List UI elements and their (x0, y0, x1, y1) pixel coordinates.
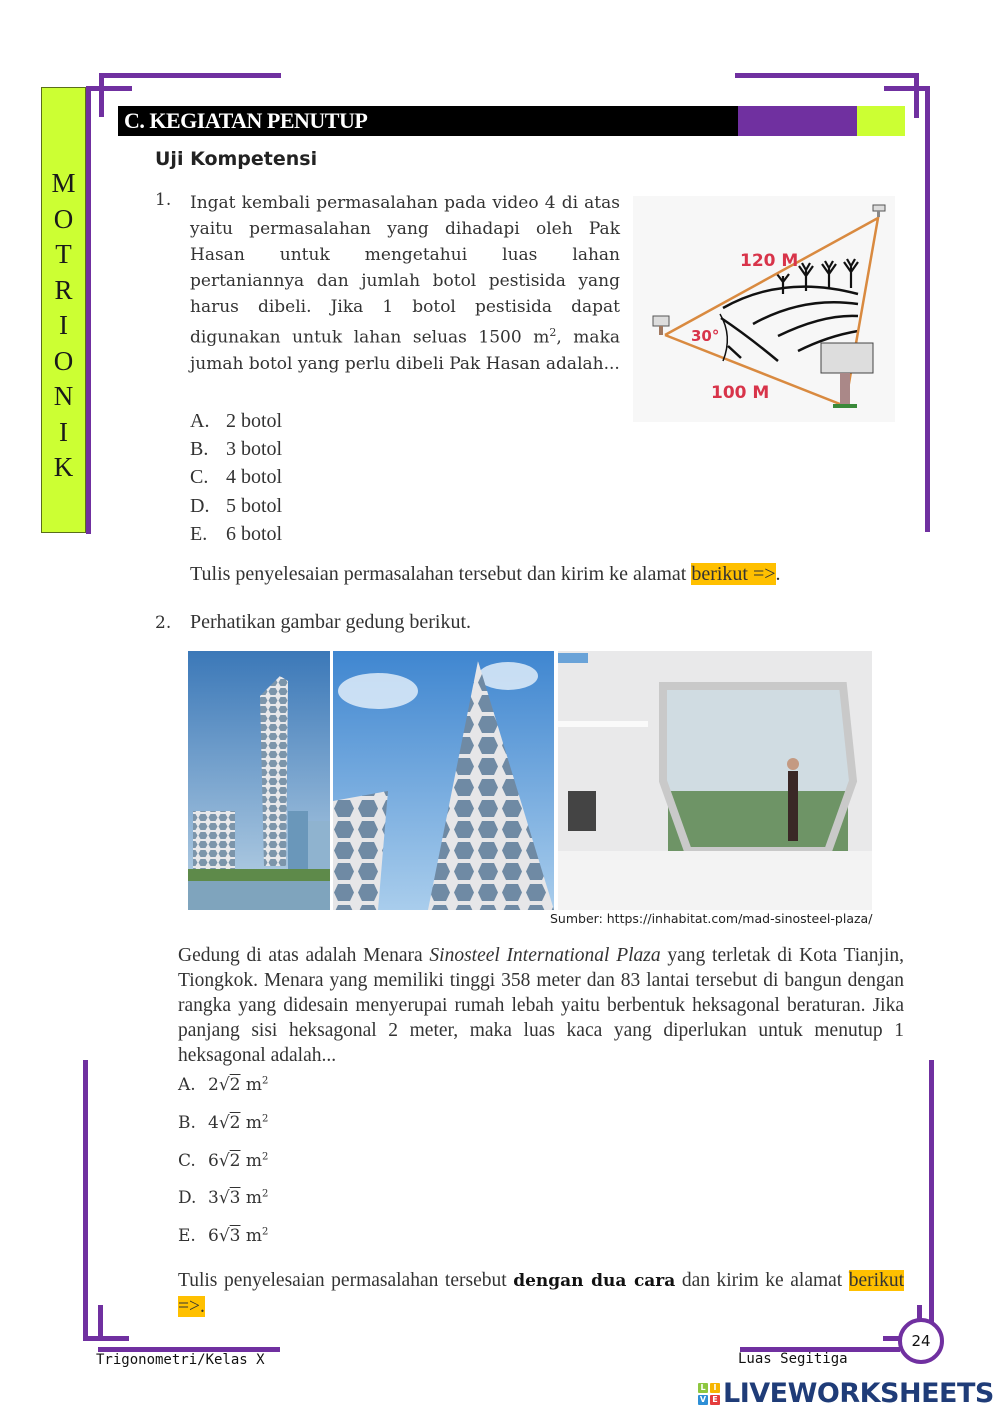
option-radicand: 3 (229, 1188, 241, 1208)
q1-option-b[interactable] (190, 438, 282, 461)
option-coef: 6 (208, 1226, 219, 1246)
option-letter: D. (178, 1188, 197, 1208)
option-radicand: 2 (229, 1113, 241, 1133)
submit-link-q2[interactable]: berikut =>. (178, 1270, 904, 1317)
frame-line-top-right-long (735, 73, 918, 78)
subtitle: Uji Kompetensi (155, 148, 318, 170)
option-letter: D. (190, 495, 210, 517)
option-letter: E. (190, 523, 208, 545)
option-letter: B. (178, 1113, 196, 1133)
question-2-intro: Perhatikan gambar gedung berikut. (190, 611, 472, 633)
option-letter: C. (178, 1151, 196, 1171)
q2-text-part: Gedung di atas adalah Menara (178, 945, 430, 966)
q2-option-a[interactable] (178, 1075, 268, 1095)
q2-option-c[interactable] (178, 1151, 268, 1171)
q1-sup: 2 (549, 326, 557, 339)
logo-tile: V (699, 1394, 707, 1404)
side-letter: I (59, 310, 68, 340)
frame-line-left-vert (86, 86, 91, 534)
photo-tower-closeup (333, 651, 554, 910)
photo-interior-hexagon-window (558, 651, 872, 910)
option-coef: 4 (208, 1113, 219, 1133)
building-photos (188, 651, 872, 910)
header-purple-block (738, 106, 857, 136)
question-2-text (178, 943, 904, 1068)
side-letter: T (55, 239, 72, 269)
instruction-text: Tulis penyelesaian permasalahan tersebut (178, 1270, 514, 1291)
logo-tile: I (710, 1383, 720, 1393)
option-letter: A. (190, 410, 210, 432)
q1-option-e[interactable] (190, 523, 282, 546)
frame-line-bottom-left-short (83, 1336, 129, 1341)
option-text: 2 botol (226, 410, 283, 432)
question-1-number: 1. (155, 190, 172, 210)
instruction-text: Tulis penyelesaian permasalahan tersebut dan kirim ke alamat (190, 563, 692, 585)
frame-line-right-vert (925, 86, 930, 532)
sqrt-symbol: √ (218, 1075, 230, 1095)
sqrt-symbol: √ (218, 1226, 230, 1246)
side-letter: O (53, 345, 74, 376)
q1-text-part: Ingat kembali permasalahan pada video 4 di atas yaitu permasalahan yang dihadapi oleh Pak Hasan untuk mengetahui luas lahan pertaniannya dan jumlah botol pestisida yang harus dibeli. Jika 1 botol pestisida dapat digunakan untuk lahan seluas 1500 m (190, 193, 620, 348)
footer-topic: Luas Segitiga (738, 1351, 848, 1367)
option-exp: 2 (262, 1075, 269, 1087)
building-name: Sinosteel International Plaza (429, 945, 661, 966)
q2-option-d[interactable] (178, 1188, 268, 1208)
option-coef: 2 (208, 1075, 219, 1095)
submit-link-q1[interactable]: berikut => (691, 563, 776, 585)
option-exp: 2 (262, 1151, 269, 1163)
question-2-instruction (178, 1268, 904, 1319)
q1-option-c[interactable] (190, 466, 282, 489)
sinosteel-plaza-photos (188, 651, 872, 910)
q1-option-d[interactable] (190, 495, 282, 518)
option-unit: m (245, 1151, 263, 1171)
instruction-emphasis: dengan dua cara (513, 1271, 676, 1291)
section-title: C. KEGIATAN PENUTUP (118, 106, 738, 136)
sqrt-symbol: √ (218, 1113, 230, 1133)
option-unit: m (245, 1226, 263, 1246)
question-1-text (190, 190, 620, 377)
option-radicand: 3 (229, 1226, 241, 1246)
option-coef: 6 (208, 1151, 219, 1171)
q2-option-e[interactable] (178, 1226, 268, 1246)
page-number: 24 (898, 1318, 944, 1364)
option-text: 3 botol (226, 438, 283, 460)
option-letter: C. (190, 466, 209, 488)
option-letter: A. (178, 1075, 196, 1095)
side-label-motrionik (41, 87, 86, 533)
instruction-text: dan kirim ke alamat (675, 1270, 849, 1291)
q1-text-part: , maka jumah botol yang perlu dibeli Pak Hasan adalah... (190, 327, 621, 374)
side-letter: I (59, 416, 68, 447)
option-unit: m (245, 1188, 263, 1208)
logo-text: LIVEWORKSHEETS (723, 1378, 994, 1409)
option-letter: E. (178, 1226, 196, 1246)
option-coef: 3 (208, 1188, 219, 1208)
sqrt-symbol: √ (218, 1188, 230, 1208)
option-unit: m (245, 1075, 263, 1095)
q2-text-part: yang terletak di Kota Tianjin, Tiongkok. Menara yang memiliki tinggi 358 meter dan 83 lantai tersebut di bangun dengan rangka yang didesain menyerupai rumah lebah yaitu berbentuk heksagonal beraturan. Jika panjang sisi heksagonal 2 meter, maka luas kaca yang diperlukan untuk menutup 1 heksagonal adalah... (178, 945, 904, 1066)
question-2-number: 2. (155, 613, 172, 633)
side-letter: K (53, 452, 74, 482)
side-letter: R (54, 274, 73, 305)
image-source-caption: Sumber: https://inhabitat.com/mad-sinosteel-plaza/ (550, 911, 873, 926)
option-radicand: 2 (229, 1151, 241, 1171)
logo-tile: E (710, 1395, 720, 1405)
frame-line-bottom-left-vert-short (98, 1305, 103, 1340)
option-text: 6 botol (226, 523, 283, 545)
header-lime-block (857, 106, 905, 136)
option-exp: 2 (262, 1188, 269, 1200)
q1-option-a[interactable] (190, 410, 282, 433)
angle-label: 30° (691, 327, 720, 345)
option-exp: 2 (262, 1113, 269, 1125)
side-120-label: 120 M (740, 251, 799, 271)
frame-line-bottom-left-vert (83, 1060, 88, 1340)
q2-option-b[interactable] (178, 1113, 268, 1133)
frame-line-top-right-short (884, 86, 930, 91)
option-letter: B. (190, 438, 209, 460)
side-letter: O (53, 203, 74, 234)
option-radicand: 2 (229, 1075, 241, 1095)
section-header (118, 106, 905, 136)
frame-line-bottom-right-vert (929, 1060, 934, 1322)
sqrt-symbol: √ (218, 1151, 230, 1171)
question-1-instruction (190, 563, 781, 586)
side-letter: N (53, 381, 74, 411)
footer-course: Trigonometri/Kelas X (96, 1352, 265, 1368)
triangle-diagram (633, 196, 895, 422)
frame-line-top-left-short (88, 86, 132, 91)
option-exp: 2 (262, 1226, 269, 1238)
side-letter: M (51, 168, 76, 198)
frame-line-top-left-long (99, 73, 281, 78)
triangle-field-figure (633, 196, 895, 422)
logo-tiles-icon (698, 1383, 720, 1405)
liveworksheets-logo[interactable] (698, 1378, 994, 1409)
option-text: 4 botol (226, 466, 283, 488)
option-text: 5 botol (226, 495, 283, 517)
frame-line-top-right-vert-short (914, 73, 919, 118)
photo-tower-exterior (188, 651, 330, 910)
side-100-label: 100 M (711, 383, 770, 403)
logo-tile: L (698, 1383, 708, 1393)
frame-line-top-left-vert-short (99, 73, 104, 117)
option-unit: m (245, 1113, 263, 1133)
instruction-end: . (775, 563, 781, 585)
